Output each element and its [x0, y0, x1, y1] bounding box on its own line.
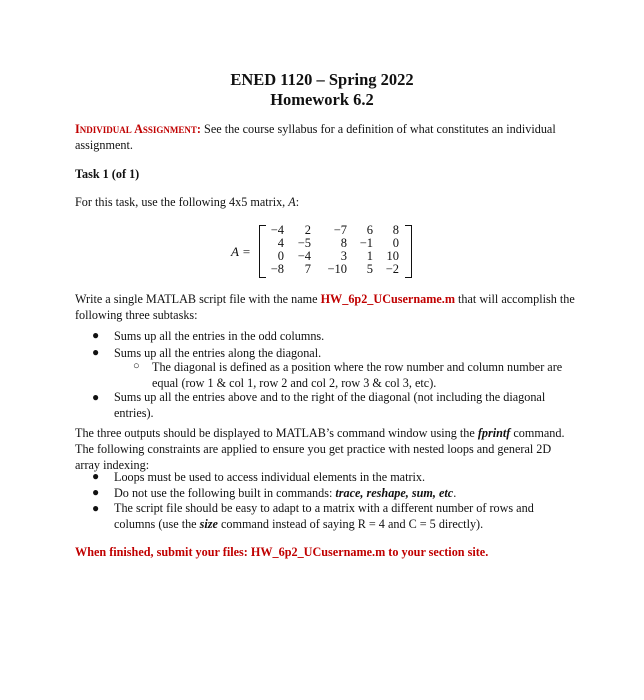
task-intro-text: For this task, use the following 4x5 matrix,	[75, 195, 289, 209]
task-intro-colon: :	[295, 195, 300, 209]
matrix-cell: 1	[366, 249, 373, 263]
bullet-icon: ●	[92, 390, 100, 404]
matrix-right-bracket	[405, 225, 412, 278]
matrix-row	[264, 263, 399, 276]
task-intro	[75, 194, 575, 210]
matrix-cell: 8	[392, 223, 399, 237]
matrix-cell: 8	[340, 236, 347, 250]
sub-bullet-icon: ○	[133, 360, 140, 372]
bullet-icon: ●	[92, 501, 100, 515]
subtask-item-1: Sums up all the entries in the odd columns.	[114, 329, 325, 343]
bullet-icon: ●	[92, 345, 100, 359]
matrix-label: A =	[231, 244, 251, 259]
constraint-3-end: command instead of saying R = 4 and C = 5 directly).	[217, 517, 484, 531]
constraint-item-2	[114, 485, 574, 501]
matrix-cell: 10	[386, 249, 399, 263]
matrix-row	[264, 224, 399, 237]
fprintf-command: fprintf	[477, 426, 511, 440]
bullet-icon: ●	[92, 328, 100, 342]
matrix-variable: A	[288, 195, 296, 209]
constraint-item-1: Loops must be used to access individual elements in the matrix.	[114, 470, 426, 484]
matrix-cell: 7	[304, 262, 311, 276]
matrix-cell: 2	[304, 223, 311, 237]
course-title: ENED 1120 – Spring 2022	[230, 70, 414, 89]
matrix-cell: −4	[270, 223, 284, 237]
matrix-cell: 5	[366, 262, 373, 276]
matrix-cell: −2	[385, 262, 399, 276]
subtask-item-2: Sums up all the entries along the diagonal.	[114, 346, 322, 360]
task-heading: Task 1 (of 1)	[75, 167, 140, 181]
script-para-before: Write a single MATLAB script file with the name	[75, 292, 321, 306]
assignment-label: Individual Assignment:	[75, 122, 201, 136]
output-para-before: The three outputs should be displayed to MATLAB’s command window using the	[75, 426, 478, 440]
bullet-icon: ●	[92, 469, 100, 483]
matrix-cell: −4	[297, 249, 311, 263]
submit-instruction: When finished, submit your files: HW_6p2_UCusername.m to your section site.	[75, 545, 489, 559]
matrix-cell: −5	[297, 236, 311, 250]
matrix-cell: 3	[340, 249, 347, 263]
matrix-cell: 6	[366, 223, 373, 237]
matrix-table	[264, 224, 399, 276]
matrix-cell: 4	[277, 236, 284, 250]
script-para-after: that will accomplish the following three subtasks:	[75, 292, 575, 322]
homework-title: Homework 6.2	[270, 90, 374, 109]
matrix-cell: −8	[270, 262, 284, 276]
constraint-2-text: Do not use the following built in commands:	[114, 486, 336, 500]
matrix-cell: 0	[392, 236, 399, 250]
output-paragraph	[75, 425, 572, 473]
subtask-item-3: Sums up all the entries above and to the right of the diagonal (not including the diagonal entries).	[114, 390, 546, 420]
script-paragraph	[75, 291, 575, 323]
size-command: size	[199, 517, 218, 531]
matrix-cell: 0	[277, 249, 284, 263]
constraint-item-3	[114, 500, 572, 532]
intro-paragraph	[75, 121, 575, 153]
matrix-cell: −7	[333, 223, 347, 237]
matrix-cell: −1	[359, 236, 373, 250]
matrix-row	[264, 237, 399, 250]
banned-commands: trace, reshape, sum, etc	[335, 486, 454, 500]
bullet-icon: ●	[92, 485, 100, 499]
constraint-3-text: The script file should be easy to adapt to a matrix with a different number of rows and columns (use the	[114, 501, 534, 531]
intro-text: See the course syllabus for a definition of what constitutes an individual assignment.	[75, 122, 556, 152]
script-filename: HW_6p2_UCusername.m	[320, 292, 455, 306]
subtask-item-2-detail: The diagonal is defined as a position where the row number and column number are equal (row 1 & col 1, row 2 and col 2, row 3 & col 3, etc).	[152, 360, 563, 390]
matrix-cell: −10	[327, 262, 347, 276]
output-para-after: command. The following constraints are applied to ensure you get practice with nested loops and general 2D array indexing:	[75, 426, 565, 472]
constraint-2-end: .	[453, 486, 457, 500]
